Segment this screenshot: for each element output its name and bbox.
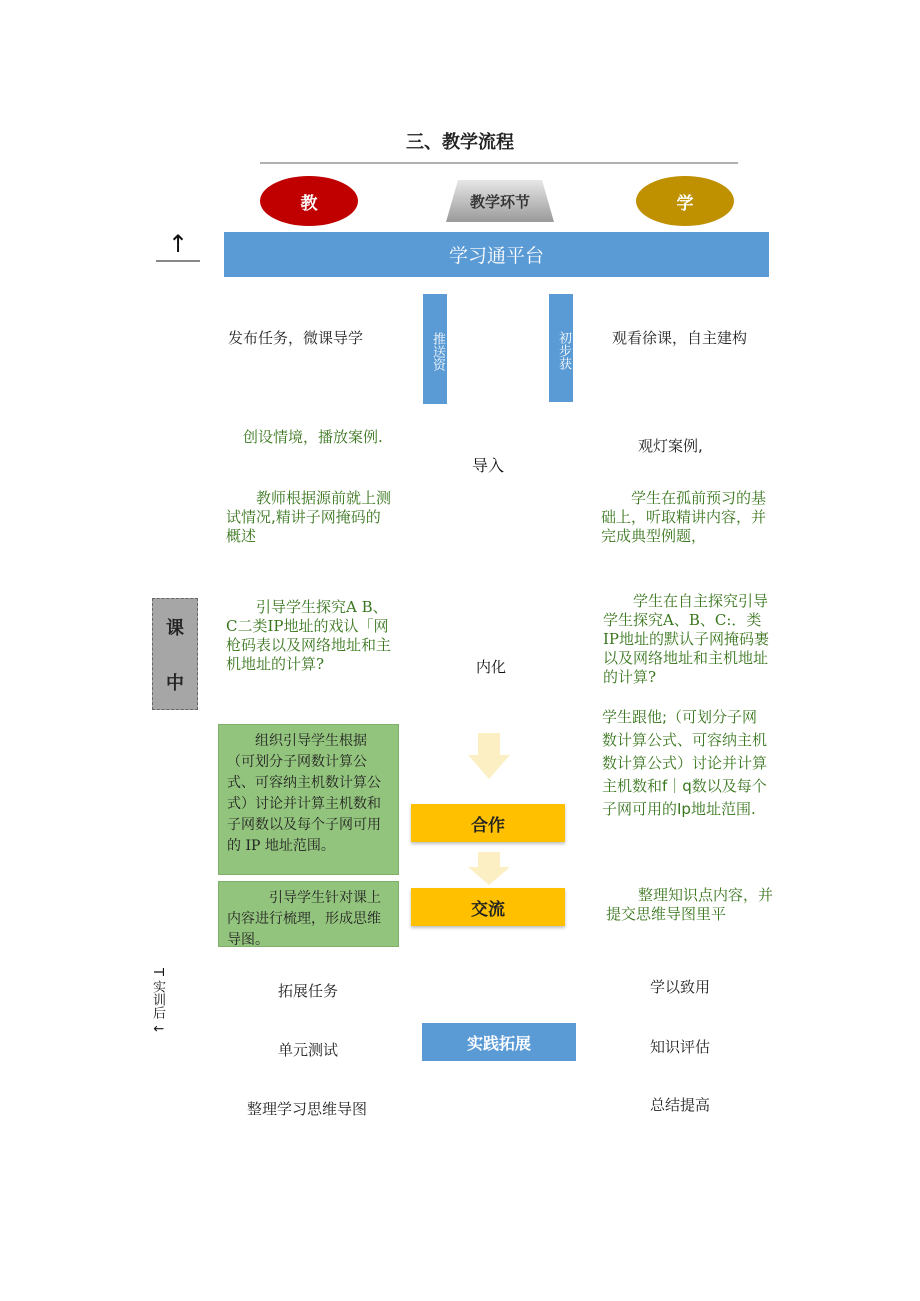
teacher-ext-task: 拓展任务 — [278, 982, 339, 1000]
student-explore-text: 学生在自主探究引导学生探究A、B、C:．类IP地址的默认子网掩码裹以及网络地址和主机地址的计算? — [603, 592, 770, 686]
teach-ellipse — [260, 176, 358, 226]
stage-cooperate-label: 合作 — [471, 815, 505, 836]
teacher-pre-text: 发布任务，微课导学 — [228, 329, 364, 347]
segment-label: 教学环节 — [469, 192, 530, 211]
in-class-tag — [152, 598, 198, 710]
push-resource-label: 推送资 — [430, 331, 445, 371]
student-evaluate: 知识评估 — [650, 1038, 711, 1056]
student-organize-text: 整理知识点内容，并提交思维导图里平 — [606, 886, 774, 923]
stage-intro: 导入 — [472, 456, 505, 475]
teach-label: 教 — [300, 193, 318, 214]
page-title: 三、教学流程 — [406, 132, 514, 153]
teacher-summary-box: 引导学生针对课上内容进行梳理，形成思维导图。 — [218, 881, 399, 947]
student-listen-text: 学生在孤前预习的基础上，听取精讲内容，并完成典型例题， — [601, 489, 767, 545]
down-arrow-icon — [468, 733, 510, 781]
marker-underline — [156, 260, 200, 262]
in-class-label-1: 课 — [166, 617, 184, 639]
teacher-unit-test: 单元测试 — [278, 1041, 339, 1059]
preliminary-label: 初步获 — [556, 330, 571, 370]
preliminary-bar — [549, 294, 573, 402]
stage-internalize: 内化 — [476, 658, 507, 676]
pre-class-marker — [156, 232, 200, 264]
teacher-mindmap: 整理学习思维导图 — [247, 1100, 368, 1118]
student-summarize: 总结提高 — [650, 1096, 711, 1114]
stage-exchange-label: 交流 — [471, 899, 505, 920]
in-class-label-2: 中 — [166, 672, 184, 694]
student-watch-text: 观灯案例, — [638, 437, 703, 455]
teacher-cooperate-box: 组织引导学生根据（可划分子网数计算公式、可容纳主机数计算公式）讨论并计算主机数和子网数以及每个子网可用的 IP 地址范围。 — [218, 724, 399, 875]
segment-trapezoid — [446, 180, 554, 222]
title-divider — [260, 162, 738, 164]
push-resource-bar — [423, 294, 447, 404]
teacher-scenario-text: 创设情境，播放案例. — [243, 428, 383, 446]
student-follow-text: 学生跟他;（可划分子网数计算公式、可容纳主机数计算公式）讨论并计算主机数和f｜q数以及每个子网可用的Ip地址范围. — [602, 708, 768, 818]
down-arrow-icon — [468, 852, 510, 886]
stage-practice-box — [422, 1023, 576, 1061]
learn-ellipse — [636, 176, 734, 226]
platform-label: 学习通平台 — [448, 245, 544, 267]
learn-label: 学 — [676, 193, 694, 214]
teacher-guide-text: 引导学生探究A B、C二类IP地址的戏认「网枪码表以及网络地址和主机地址的计算? — [226, 598, 392, 673]
stage-practice-label: 实践拓展 — [466, 1033, 531, 1053]
student-apply: 学以致用 — [650, 978, 711, 996]
teacher-lecture-text: 教师根据源前就上测试情况,精讲子网掩码的概述 — [226, 489, 392, 545]
post-class-label: T 实训后 ↓ — [150, 968, 165, 1035]
post-class-marker — [150, 968, 180, 1080]
up-arrow-icon: ↑ — [167, 230, 189, 258]
stage-exchange-box — [411, 888, 565, 926]
student-pre-text: 观看徐课，自主建构 — [612, 329, 748, 347]
platform-banner — [224, 232, 769, 277]
stage-cooperate-box — [411, 804, 565, 842]
